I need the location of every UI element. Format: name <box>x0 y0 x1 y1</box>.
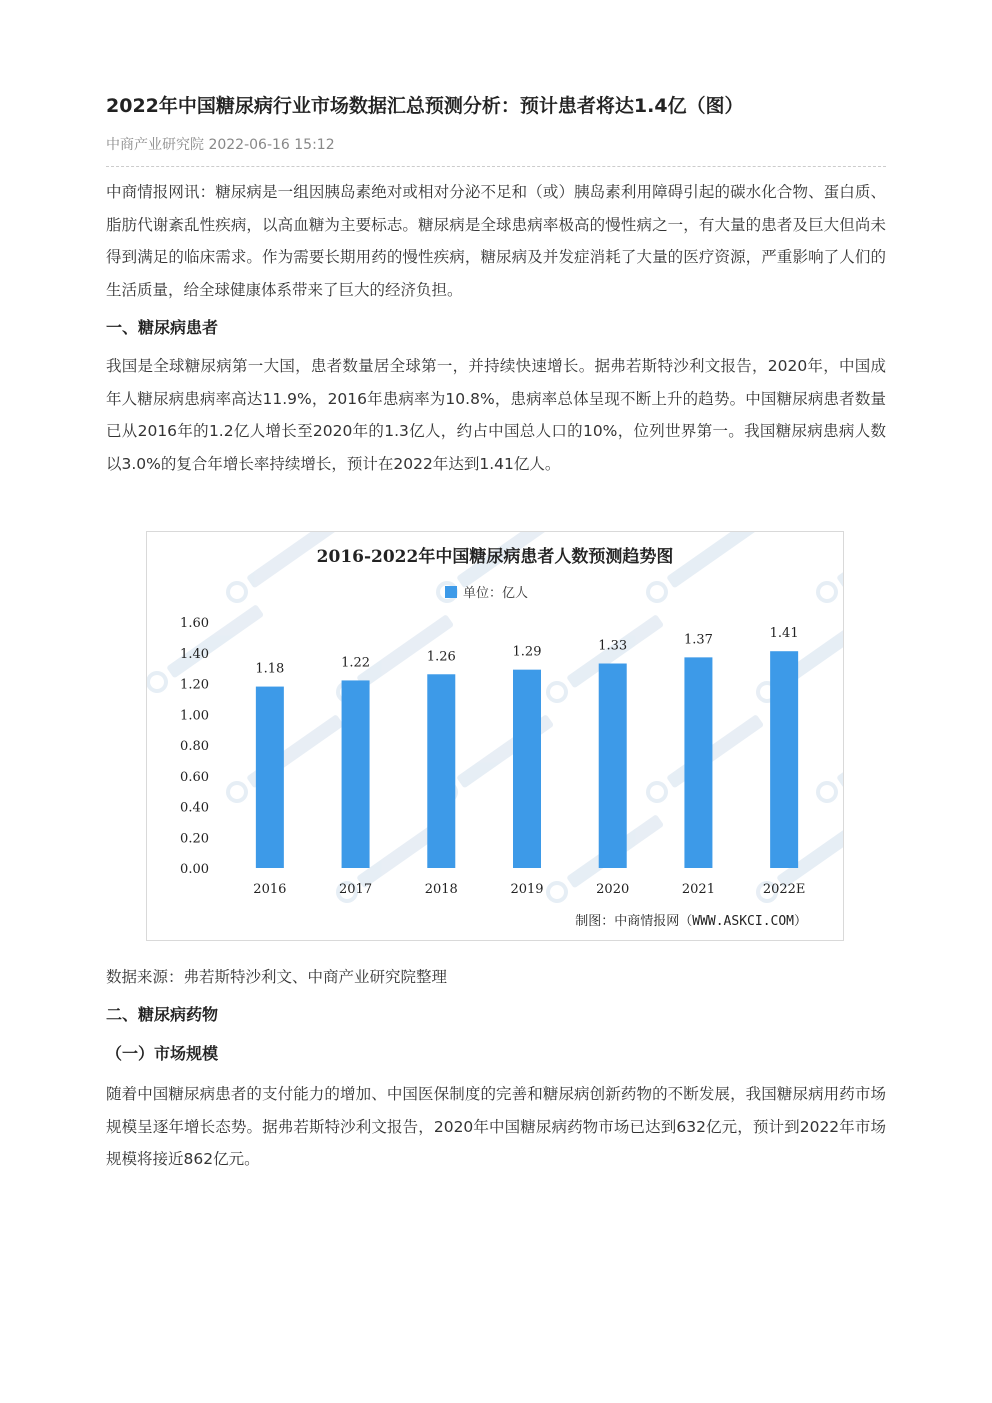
bar-value-label: 1.22 <box>341 655 371 671</box>
bar <box>770 651 798 868</box>
x-tick-label: 2016 <box>253 882 287 897</box>
y-tick-label: 1.60 <box>180 616 209 631</box>
bar <box>684 657 712 868</box>
watermark-mark <box>644 532 765 605</box>
x-tick-label: 2019 <box>510 882 544 897</box>
chart-title: 2016-2022年中国糖尿病患者人数预测趋势图 <box>316 547 674 567</box>
chart-footer: 制图：中商情报网（WWW.ASKCI.COM） <box>575 914 807 929</box>
legend-swatch <box>445 586 457 598</box>
bar-value-label: 1.37 <box>683 632 713 648</box>
y-tick-label: 1.20 <box>180 677 209 693</box>
section1-paragraph: 我国是全球糖尿病第一大国，患者数量居全球第一，并持续快速增长。据弗若斯特沙利文报告，2020年，中国成年人糖尿病患病率高达11.9%，2016年患病率为10.8%，患病率总体呈现不断上升的趋势。中国糖尿病患者数量已从2016年的1.2亿人增长至2020年的1.3亿人，约占中国总人口的10%，位列世界第一。我国糖尿病患病人数以3.0%的复合年增长率持续增长，预计在2022年达到1.41亿人。 <box>106 357 886 473</box>
bar-value-labels <box>255 626 798 676</box>
bar <box>256 687 284 868</box>
x-tick-label: 2020 <box>596 882 630 897</box>
bar-value-label: 1.29 <box>512 644 542 660</box>
y-tick-label: 1.00 <box>180 708 209 724</box>
section2-sub-heading: （一）市场规模 <box>106 1044 219 1063</box>
bar <box>513 670 541 868</box>
y-tick-label: 0.00 <box>180 862 209 877</box>
y-tick-label: 0.60 <box>180 769 209 785</box>
y-tick-label: 0.40 <box>180 800 209 816</box>
article-datetime: 2022-06-16 15:12 <box>208 137 335 153</box>
article-meta <box>106 135 335 155</box>
x-tick-label: 2018 <box>424 882 458 897</box>
x-tick-label: 2022E <box>762 882 806 897</box>
article-source: 中商产业研究院 <box>106 137 204 153</box>
title-divider <box>106 166 886 167</box>
bar-chart-svg <box>147 532 843 940</box>
x-tick-label: 2021 <box>681 882 715 897</box>
watermark-mark <box>754 612 843 704</box>
section2-paragraph: 随着中国糖尿病患者的支付能力的增加、中国医保制度的完善和糖尿病创新药物的不断发展，我国糖尿病用药市场规模呈逐年增长态势。据弗若斯特沙利文报告，2020年中国糖尿病药物市场已达到632亿元，预计到2022年市场规模将接近862亿元。 <box>106 1085 886 1168</box>
y-axis-ticks <box>180 616 209 877</box>
y-tick-label: 0.80 <box>180 739 209 754</box>
intro-paragraph: 中商情报网讯：糖尿病是一组因胰岛素绝对或相对分泌不足和（或）胰岛素利用障碍引起的碳水化合物、蛋白质、脂肪代谢紊乱性疾病，以高血糖为主要标志。糖尿病是全球患病率极高的慢性病之一，有大量的患者及巨大但尚未得到满足的临床需求。作为需要长期用药的慢性疾病，糖尿病及并发症消耗了大量的医疗资源，严重影响了人们的生活质量，给全球健康体系带来了巨大的经济负担。 <box>106 183 886 299</box>
watermark-mark <box>224 712 345 804</box>
bar-chart <box>146 531 844 941</box>
article-title: 2022年中国糖尿病行业市场数据汇总预测分析：预计患者将达1.4亿（图） <box>106 95 744 117</box>
watermark-mark <box>814 712 843 804</box>
watermark-mark <box>814 532 843 605</box>
chart-source-note: 数据来源：弗若斯特沙利文、中商产业研究院整理 <box>106 968 448 986</box>
bars <box>256 651 798 868</box>
x-axis-ticks <box>253 882 805 897</box>
section1-heading: 一、糖尿病患者 <box>106 318 219 337</box>
bar-value-label: 1.18 <box>255 661 285 677</box>
y-tick-label: 1.40 <box>180 646 209 662</box>
section2-heading: 二、糖尿病药物 <box>106 1005 219 1024</box>
bar <box>427 674 455 868</box>
watermark-mark <box>224 532 345 605</box>
bar <box>599 664 627 868</box>
y-tick-label: 0.20 <box>180 831 209 847</box>
x-tick-label: 2017 <box>339 882 373 897</box>
legend-label: 单位：亿人 <box>463 586 529 601</box>
bar-value-label: 1.26 <box>426 649 456 665</box>
bar <box>342 680 370 868</box>
bar-value-label: 1.41 <box>769 626 799 642</box>
bar-value-label: 1.33 <box>598 638 628 654</box>
